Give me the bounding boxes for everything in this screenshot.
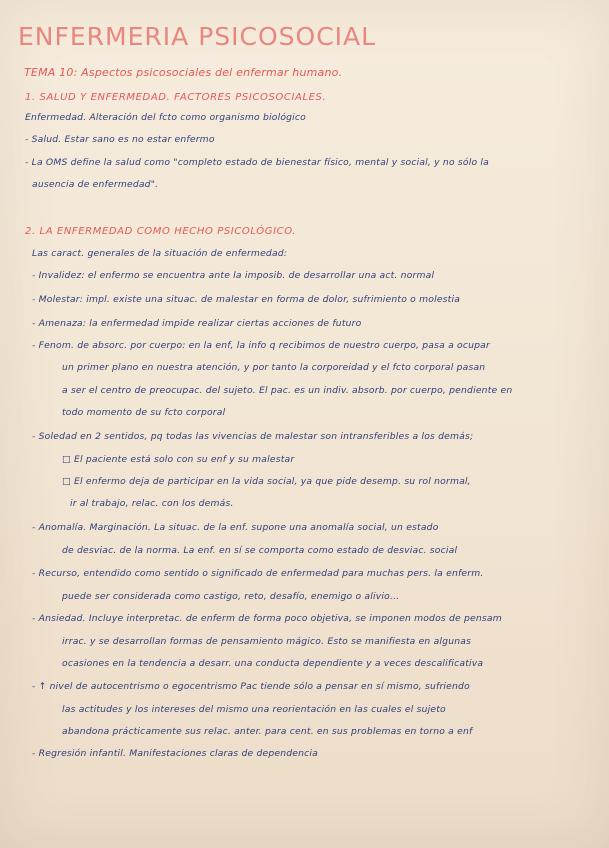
section-1-line: - La OMS define la salud como "completo estado de bienestar físico, mental y social, y no sólo la	[25, 157, 489, 168]
section-1-line: - Salud. Estar sano es no estar enfermo	[25, 134, 215, 145]
section-2-line: a ser el centro de preocupac. del sujeto. El pac. es un indiv. absorb. por cuerpo, pendiente en	[62, 385, 513, 396]
topic-heading: TEMA 10: Aspectos psicosociales del enfermar humano.	[24, 66, 343, 79]
section-2-line: un primer plano en nuestra atención, y por tanto la corporeidad y el fcto corporal pasan	[62, 362, 486, 373]
section-2-line: irrac. y se desarrollan formas de pensamiento mágico. Esto se manifiesta en algunas	[62, 636, 472, 647]
section-1-line: Enfermedad. Alteración del fcto como organismo biológico	[25, 112, 306, 123]
section-2-line: - Fenom. de absorc. por cuerpo: en la enf, la info q recibimos de nuestro cuerpo, pasa a ocupar	[32, 340, 490, 351]
section-2-heading: 2. LA ENFERMEDAD COMO HECHO PSICOLÓGICO.	[25, 226, 297, 237]
section-2-line: todo momento de su fcto corporal	[62, 407, 226, 418]
section-2-line: - Molestar: impl. existe una situac. de malestar en forma de dolor, sufrimiento o molestia	[32, 294, 461, 305]
section-2-line: - Anomalía. Marginación. La situac. de la enf. supone una anomalía social, un estado	[32, 522, 439, 533]
section-2-line: ir al trabajo, relac. con los demás.	[70, 498, 234, 509]
page-title: ENFERMERIA PSICOSOCIAL	[18, 22, 377, 51]
section-1-heading: 1. SALUD Y ENFERMEDAD. FACTORES PSICOSOCIALES.	[25, 92, 327, 103]
section-2-line: abandona prácticamente sus relac. anter. para cent. en sus problemas en torno a enf	[62, 726, 473, 737]
section-2-line: - ↑ nivel de autocentrismo o egocentrismo Pac tiende sólo a pensar en sí mismo, sufriendo	[32, 681, 470, 692]
section-2-line: Las caract. generales de la situación de enfermedad:	[32, 248, 288, 259]
section-2-line: - Recurso, entendido como sentido o significado de enfermedad para muchas pers. la enferm.	[32, 568, 484, 579]
section-2-line: - Amenaza: la enfermedad impide realizar ciertas acciones de futuro	[32, 318, 362, 329]
section-1-line: ausencia de enfermedad".	[32, 179, 159, 190]
section-2-line: puede ser considerada como castigo, reto, desafío, enemigo o alivio...	[62, 591, 400, 602]
section-2-line: ocasiones en la tendencia a desarr. una conducta dependiente y a veces descalificativa	[62, 658, 484, 669]
section-2-line: □ El enfermo deja de participar en la vida social, ya que pide desemp. su rol normal,	[62, 476, 471, 487]
section-2-line: de desviac. de la norma. La enf. en sí se comporta como estado de desviac. social	[62, 545, 458, 556]
section-2-line: las actitudes y los intereses del mismo una reorientación en las cuales el sujeto	[62, 704, 446, 715]
section-2-line: - Regresión infantil. Manifestaciones claras de dependencia	[32, 748, 318, 759]
section-2-line: - Invalidez: el enfermo se encuentra ante la imposib. de desarrollar una act. normal	[32, 270, 435, 281]
section-2-line: - Ansiedad. Incluye interpretac. de enferm de forma poco objetiva, se imponen modos de pensam	[32, 613, 502, 624]
section-2-line: - Soledad en 2 sentidos, pq todas las vivencias de malestar son intransferibles a los demás;	[32, 431, 474, 442]
section-2-line: □ El paciente está solo con su enf y su malestar	[62, 454, 295, 465]
